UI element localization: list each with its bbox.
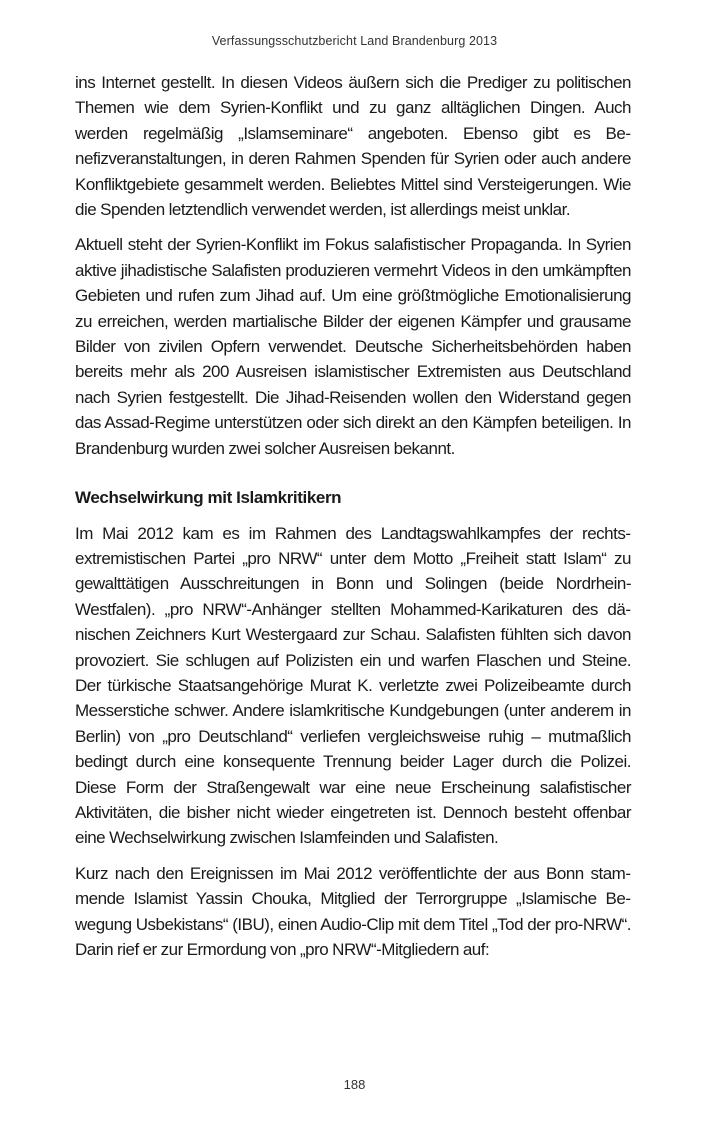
running-header: Verfassungsschutzbericht Land Brandenburg 2013 — [211, 34, 498, 48]
paragraph-ausschreitungen: Im Mai 2012 kam es im Rahmen des Landtagswahlkampfes der rechtsextremistischen Partei „pro NRW“ unter dem Motto „Freiheit statt Islam“ zu gewalttätigen Ausschreitungen in Bonn und Solingen (beide Nordrhein-Westfalen). „pro NRW“-Anhänger stellten Mohammed-Karikaturen des dänischen Zeichners Kurt Westergaard zur Schau. Salafisten fühlten sich davon provoziert. Sie schlugen auf Polizisten ein und warfen Flaschen und Steine. Der türkische Staatsangehörige Murat K. verletzte zwei Polizeibeamte durch Messerstiche schwer. Andere islamkritische Kundgebungen (unter anderem in Berlin) von „pro Deutschland“ verliefen vergleichsweise ruhig – mutmaßlich bedingt durch eine konsequente Trennung beider Lager durch die Polizei. Diese Form der Straßengewalt war eine neue Erscheinung salafistischer Aktivitäten, die bisher nicht wieder eingetreten ist. Dennoch besteht offenbar eine Wechselwirkung zwischen Islamfeinden und Salafisten. — [75, 523, 631, 848]
section-heading: Wechselwirkung mit Islamkritikern — [75, 488, 342, 508]
paragraph-videos-spenden: ins Internet gestellt. In diesen Videos äußern sich die Prediger zu politischen Themen wie dem Syrien-Konflikt und zu ganz alltäglichen Dingen. Auch werden regelmäßig „Islamseminare“ angeboten. Ebenso gibt es Benefizveranstaltungen, in deren Rahmen Spenden für Syrien oder auch andere Konfliktgebiete gesammelt werden. Beliebtes Mittel sind Versteigerungen. Wie die Spenden letztendlich verwendet werden, ist allerdings meist unklar. — [75, 73, 631, 220]
page-number: 188 — [343, 1077, 366, 1092]
paragraph-syrien-konflikt: Aktuell steht der Syrien-Konflikt im Fokus salafistischer Propaganda. In Syrien aktive jihadistische Salafisten produzieren vermehrt Videos in den umkämpften Gebieten und rufen zum Jihad auf. Um eine größtmögliche Emotionalisierung zu erreichen, werden martialische Bilder der eigenen Kämpfer und grausame Bilder von zivilen Opfern verwendet. Deutsche Sicherheitsbehörden haben bereits mehr als 200 Ausreisen islamistischer Extremisten aus Deutschland nach Syrien festgestellt. Die Jihad-Reisenden wollen den Widerstand gegen das Assad-Regime unterstützen oder sich direkt an den Kämpfen beteiligen. In Brandenburg wurden zwei solcher Ausreisen bekannt. — [75, 235, 631, 458]
body-text — [75, 70, 631, 972]
paragraph-audio-clip: Kurz nach den Ereignissen im Mai 2012 veröffentlichte der aus Bonn stammende Islamist Yassin Chouka, Mitglied der Terrorgruppe „Islamische Bewegung Usbekistans“ (IBU), einen Audio-Clip mit dem Titel „Tod der pro-NRW“. Darin rief er zur Ermordung von „pro NRW“-Mitgliedern auf: — [75, 863, 631, 959]
